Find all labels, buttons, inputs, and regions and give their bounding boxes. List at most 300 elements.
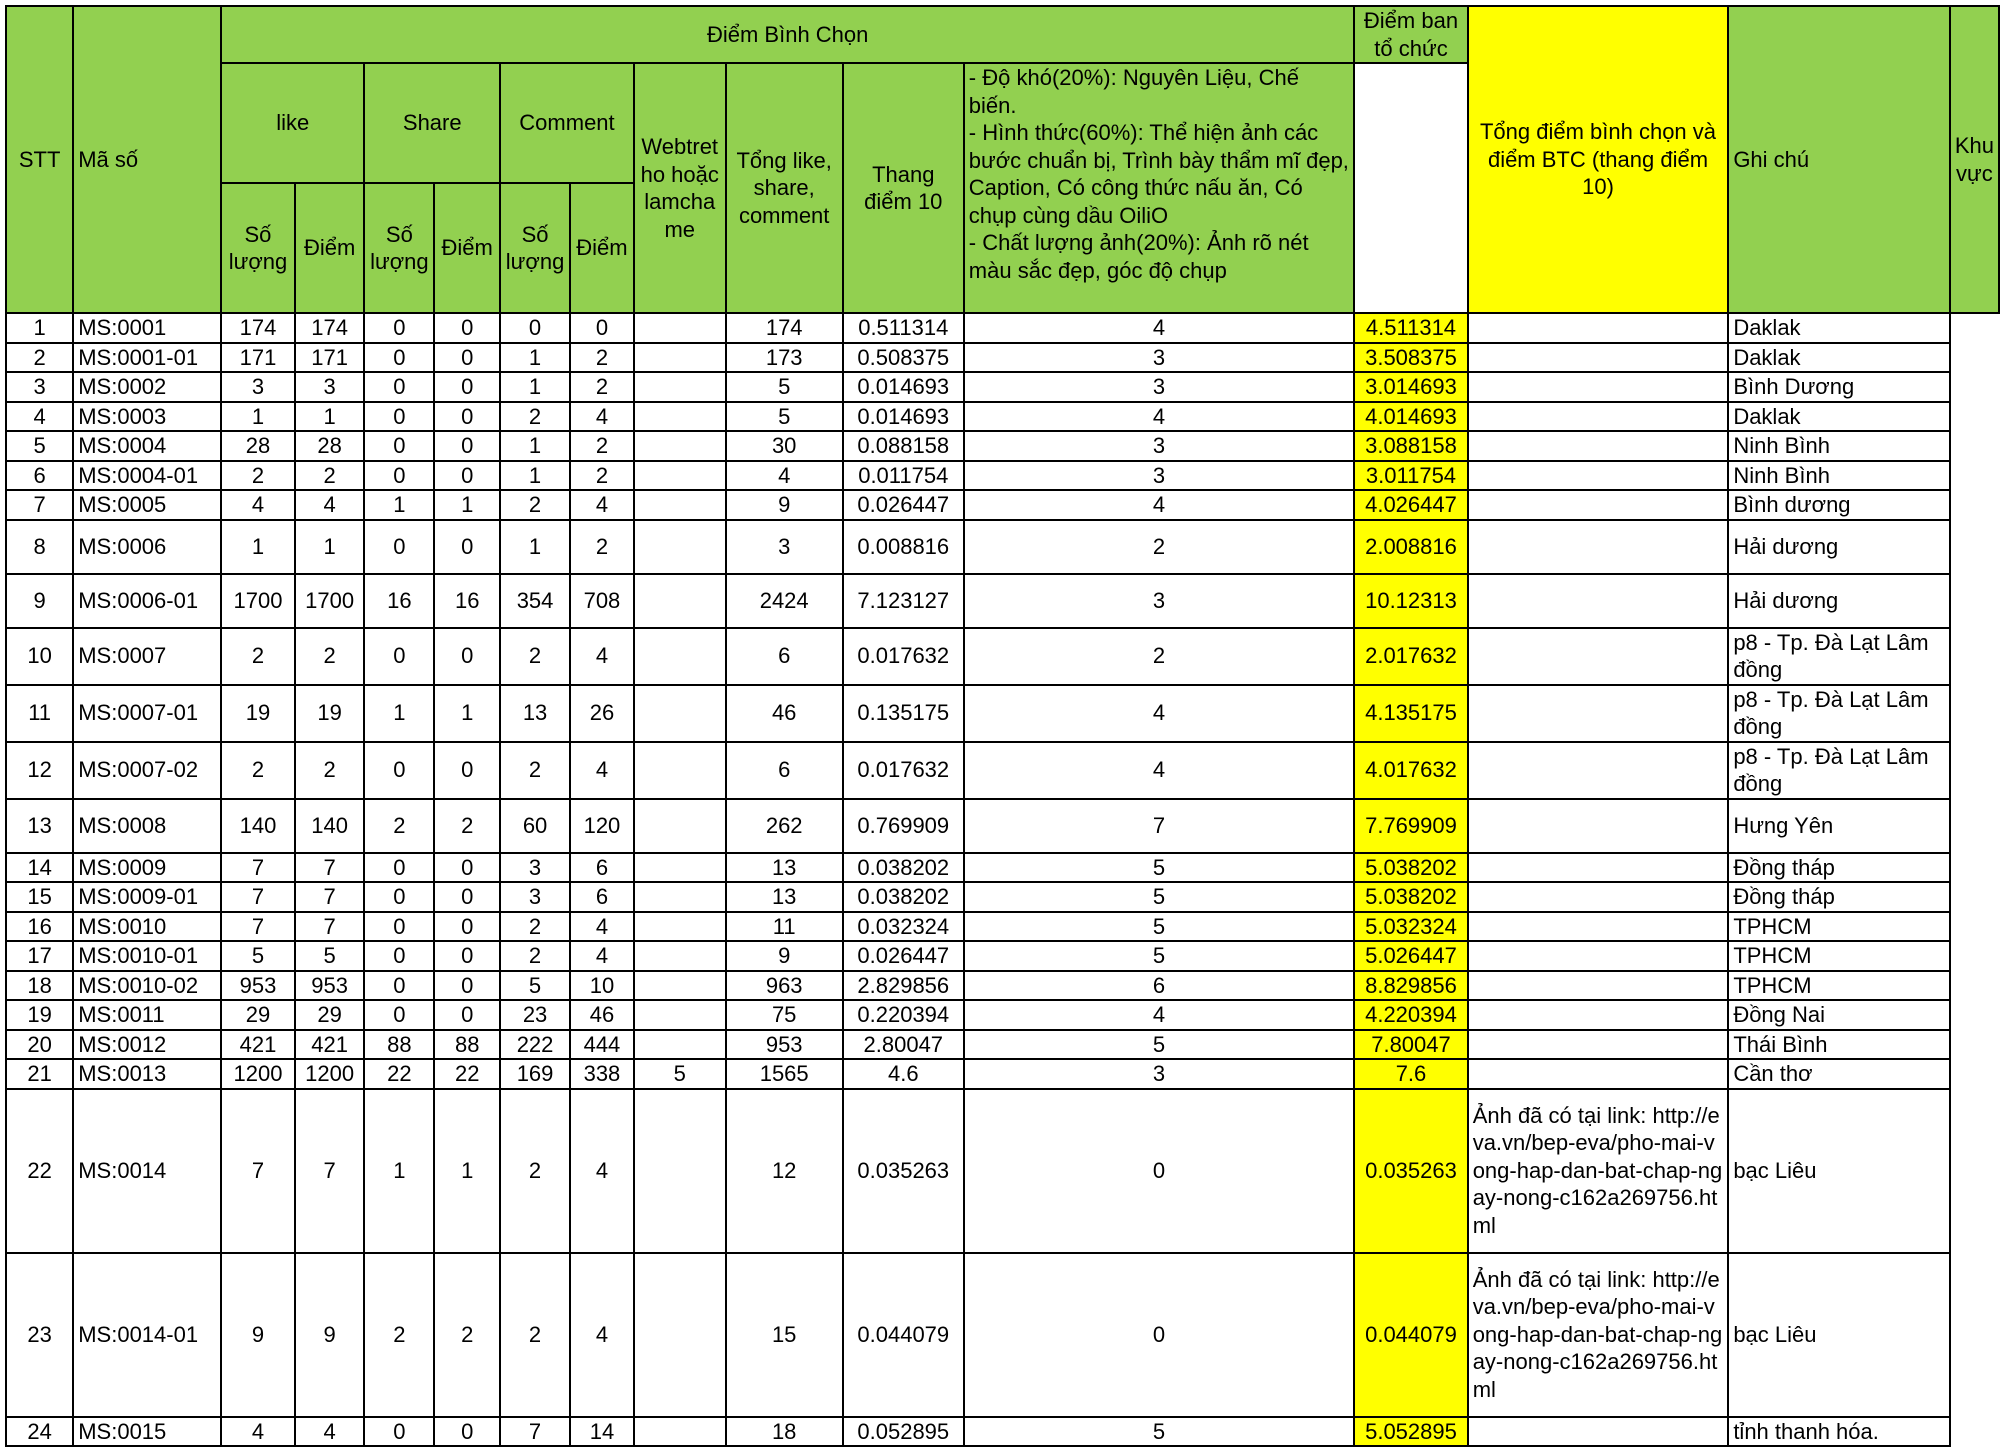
cell-khu-vuc: Đồng tháp <box>1728 882 1950 912</box>
header-diem-ban-to-chuc: Điểm ban tổ chức <box>1354 6 1467 63</box>
header-stt: STT <box>6 6 73 313</box>
cell-ma-so: MS:0013 <box>73 1059 221 1089</box>
cell-stt: 3 <box>6 372 73 402</box>
header-share-diem: Điểm <box>434 183 500 313</box>
cell-comment-so-luong: 2 <box>500 1253 570 1417</box>
cell-share-diem: 22 <box>434 1059 500 1089</box>
cell-like-diem: 171 <box>295 343 365 373</box>
cell-comment-so-luong: 3 <box>500 882 570 912</box>
cell-tong-diem: 5.032324 <box>1354 912 1467 942</box>
cell-like-diem: 9 <box>295 1253 365 1417</box>
table-row <box>6 685 1999 742</box>
cell-diem-btc: 7 <box>964 799 1354 853</box>
cell-comment-diem: 4 <box>570 1089 634 1253</box>
cell-diem-btc: 0 <box>964 1089 1354 1253</box>
cell-thang-diem: 0.014693 <box>843 372 964 402</box>
cell-share-so-luong: 0 <box>364 343 434 373</box>
cell-tong-diem: 5.052895 <box>1354 1417 1467 1447</box>
cell-share-so-luong: 0 <box>364 882 434 912</box>
cell-ghi-chu <box>1468 1059 1729 1089</box>
cell-thang-diem: 0.035263 <box>843 1089 964 1253</box>
cell-khu-vuc: p8 - Tp. Đà Lạt Lâm đồng <box>1728 628 1950 685</box>
cell-share-diem: 0 <box>434 431 500 461</box>
cell-diem-btc: 3 <box>964 431 1354 461</box>
cell-stt: 18 <box>6 971 73 1001</box>
cell-comment-so-luong: 2 <box>500 742 570 799</box>
cell-ma-so: MS:0001 <box>73 313 221 343</box>
cell-comment-so-luong: 1 <box>500 343 570 373</box>
cell-tong-like: 5 <box>726 372 843 402</box>
cell-khu-vuc: Thái Bình <box>1728 1030 1950 1060</box>
cell-share-diem: 0 <box>434 853 500 883</box>
cell-diem-btc: 5 <box>964 941 1354 971</box>
cell-tong-diem: 8.829856 <box>1354 971 1467 1001</box>
cell-ma-so: MS:0003 <box>73 402 221 432</box>
cell-share-diem: 1 <box>434 1089 500 1253</box>
cell-comment-so-luong: 0 <box>500 313 570 343</box>
cell-stt: 4 <box>6 402 73 432</box>
cell-share-so-luong: 16 <box>364 574 434 628</box>
cell-like-so-luong: 2 <box>221 461 295 491</box>
cell-like-diem: 7 <box>295 882 365 912</box>
cell-like-diem: 2 <box>295 628 365 685</box>
cell-share-so-luong: 0 <box>364 372 434 402</box>
cell-diem-btc: 5 <box>964 853 1354 883</box>
header-khu-vuc: Khu vực <box>1950 6 1999 313</box>
cell-stt: 1 <box>6 313 73 343</box>
cell-comment-diem: 444 <box>570 1030 634 1060</box>
cell-ma-so: MS:0007-01 <box>73 685 221 742</box>
cell-diem-btc: 4 <box>964 685 1354 742</box>
cell-ma-so: MS:0011 <box>73 1000 221 1030</box>
cell-webtretho <box>634 628 726 685</box>
cell-share-so-luong: 0 <box>364 1000 434 1030</box>
cell-tong-diem: 4.026447 <box>1354 490 1467 520</box>
cell-khu-vuc: Bình dương <box>1728 490 1950 520</box>
cell-ghi-chu <box>1468 372 1729 402</box>
cell-share-diem: 0 <box>434 882 500 912</box>
cell-khu-vuc: Daklak <box>1728 343 1950 373</box>
cell-webtretho <box>634 1030 726 1060</box>
cell-comment-diem: 4 <box>570 941 634 971</box>
cell-like-so-luong: 19 <box>221 685 295 742</box>
cell-share-diem: 1 <box>434 685 500 742</box>
cell-thang-diem: 0.044079 <box>843 1253 964 1417</box>
cell-ma-so: MS:0008 <box>73 799 221 853</box>
cell-tong-like: 4 <box>726 461 843 491</box>
cell-like-diem: 4 <box>295 490 365 520</box>
cell-tong-like: 9 <box>726 941 843 971</box>
cell-khu-vuc: TPHCM <box>1728 912 1950 942</box>
cell-comment-diem: 4 <box>570 490 634 520</box>
cell-tong-like: 9 <box>726 490 843 520</box>
cell-like-diem: 421 <box>295 1030 365 1060</box>
cell-stt: 14 <box>6 853 73 883</box>
cell-webtretho <box>634 431 726 461</box>
cell-tong-diem: 4.014693 <box>1354 402 1467 432</box>
cell-tong-like: 3 <box>726 520 843 574</box>
cell-khu-vuc: Daklak <box>1728 402 1950 432</box>
cell-webtretho <box>634 343 726 373</box>
cell-diem-btc: 5 <box>964 1030 1354 1060</box>
cell-like-diem: 2 <box>295 742 365 799</box>
cell-share-so-luong: 0 <box>364 461 434 491</box>
cell-tong-diem: 4.017632 <box>1354 742 1467 799</box>
cell-thang-diem: 0.511314 <box>843 313 964 343</box>
header-like: like <box>221 63 364 183</box>
cell-stt: 13 <box>6 799 73 853</box>
cell-comment-so-luong: 1 <box>500 372 570 402</box>
cell-webtretho <box>634 402 726 432</box>
cell-thang-diem: 0.026447 <box>843 490 964 520</box>
cell-like-so-luong: 7 <box>221 912 295 942</box>
cell-tong-like: 174 <box>726 313 843 343</box>
cell-stt: 7 <box>6 490 73 520</box>
table-row <box>6 431 1999 461</box>
cell-stt: 23 <box>6 1253 73 1417</box>
cell-thang-diem: 0.769909 <box>843 799 964 853</box>
table-row <box>6 853 1999 883</box>
cell-comment-diem: 4 <box>570 1253 634 1417</box>
cell-like-so-luong: 953 <box>221 971 295 1001</box>
cell-ghi-chu <box>1468 853 1729 883</box>
cell-share-so-luong: 1 <box>364 685 434 742</box>
cell-tong-diem: 5.026447 <box>1354 941 1467 971</box>
table-row <box>6 1000 1999 1030</box>
cell-like-so-luong: 1700 <box>221 574 295 628</box>
cell-tong-diem: 0.035263 <box>1354 1089 1467 1253</box>
cell-diem-btc: 4 <box>964 490 1354 520</box>
cell-comment-diem: 6 <box>570 882 634 912</box>
cell-khu-vuc: Ninh Bình <box>1728 461 1950 491</box>
cell-diem-btc: 3 <box>964 461 1354 491</box>
cell-share-diem: 0 <box>434 941 500 971</box>
cell-share-so-luong: 1 <box>364 490 434 520</box>
cell-like-so-luong: 7 <box>221 1089 295 1253</box>
table-row <box>6 882 1999 912</box>
cell-ma-so: MS:0007 <box>73 628 221 685</box>
cell-like-so-luong: 2 <box>221 628 295 685</box>
cell-thang-diem: 0.088158 <box>843 431 964 461</box>
cell-diem-btc: 3 <box>964 372 1354 402</box>
cell-ghi-chu <box>1468 799 1729 853</box>
cell-like-diem: 28 <box>295 431 365 461</box>
cell-ghi-chu <box>1468 490 1729 520</box>
cell-ghi-chu <box>1468 1000 1729 1030</box>
header-share-so-luong: Số lượng <box>364 183 434 313</box>
cell-webtretho <box>634 882 726 912</box>
cell-diem-btc: 4 <box>964 1000 1354 1030</box>
cell-comment-diem: 120 <box>570 799 634 853</box>
cell-thang-diem: 7.123127 <box>843 574 964 628</box>
cell-thang-diem: 0.038202 <box>843 853 964 883</box>
cell-khu-vuc: Đồng tháp <box>1728 853 1950 883</box>
cell-ma-so: MS:0010-01 <box>73 941 221 971</box>
cell-thang-diem: 0.135175 <box>843 685 964 742</box>
cell-comment-so-luong: 1 <box>500 520 570 574</box>
cell-tong-diem: 7.80047 <box>1354 1030 1467 1060</box>
cell-tong-like: 15 <box>726 1253 843 1417</box>
cell-diem-btc: 6 <box>964 971 1354 1001</box>
cell-tong-diem: 3.088158 <box>1354 431 1467 461</box>
cell-comment-diem: 2 <box>570 343 634 373</box>
cell-tong-like: 1565 <box>726 1059 843 1089</box>
cell-comment-diem: 708 <box>570 574 634 628</box>
cell-like-so-luong: 9 <box>221 1253 295 1417</box>
cell-like-so-luong: 4 <box>221 1417 295 1447</box>
cell-ghi-chu <box>1468 402 1729 432</box>
cell-ghi-chu <box>1468 574 1729 628</box>
cell-tong-like: 6 <box>726 628 843 685</box>
cell-like-diem: 19 <box>295 685 365 742</box>
cell-diem-btc: 2 <box>964 520 1354 574</box>
cell-share-diem: 2 <box>434 1253 500 1417</box>
cell-ma-so: MS:0015 <box>73 1417 221 1447</box>
cell-ghi-chu <box>1468 520 1729 574</box>
cell-share-diem: 0 <box>434 971 500 1001</box>
cell-stt: 9 <box>6 574 73 628</box>
cell-comment-so-luong: 1 <box>500 461 570 491</box>
scoring-table <box>5 5 2000 1447</box>
cell-ma-so: MS:0009 <box>73 853 221 883</box>
cell-ghi-chu <box>1468 1417 1729 1447</box>
cell-share-diem: 0 <box>434 1417 500 1447</box>
cell-ma-so: MS:0006-01 <box>73 574 221 628</box>
cell-khu-vuc: bạc Liêu <box>1728 1089 1950 1253</box>
cell-share-diem: 2 <box>434 799 500 853</box>
cell-tong-diem: 7.769909 <box>1354 799 1467 853</box>
cell-comment-so-luong: 23 <box>500 1000 570 1030</box>
cell-comment-so-luong: 5 <box>500 971 570 1001</box>
cell-khu-vuc: Hưng Yên <box>1728 799 1950 853</box>
header-thang-diem: Thang điểm 10 <box>843 63 964 313</box>
cell-comment-diem: 10 <box>570 971 634 1001</box>
cell-tong-like: 46 <box>726 685 843 742</box>
table-row <box>6 1059 1999 1089</box>
cell-like-so-luong: 7 <box>221 882 295 912</box>
cell-share-diem: 0 <box>434 742 500 799</box>
cell-comment-diem: 4 <box>570 402 634 432</box>
cell-like-so-luong: 140 <box>221 799 295 853</box>
cell-webtretho <box>634 461 726 491</box>
cell-tong-diem: 10.12313 <box>1354 574 1467 628</box>
cell-webtretho <box>634 941 726 971</box>
cell-ma-so: MS:0010-02 <box>73 971 221 1001</box>
cell-ghi-chu: Ảnh đã có tại link: http://eva.vn/bep-eva/pho-mai-vong-hap-dan-bat-chap-ngay-nong-c162a269756.html <box>1468 1089 1729 1253</box>
cell-ma-so: MS:0001-01 <box>73 343 221 373</box>
header-tong-like: Tổng like, share, comment <box>726 63 843 313</box>
cell-like-so-luong: 1 <box>221 520 295 574</box>
cell-webtretho <box>634 490 726 520</box>
cell-tong-like: 18 <box>726 1417 843 1447</box>
cell-like-diem: 1 <box>295 520 365 574</box>
cell-comment-so-luong: 169 <box>500 1059 570 1089</box>
cell-khu-vuc: Bình Dương <box>1728 372 1950 402</box>
cell-share-so-luong: 88 <box>364 1030 434 1060</box>
cell-khu-vuc: p8 - Tp. Đà Lạt Lâm đồng <box>1728 685 1950 742</box>
table-row <box>6 742 1999 799</box>
cell-comment-so-luong: 7 <box>500 1417 570 1447</box>
cell-stt: 16 <box>6 912 73 942</box>
table-row <box>6 1253 1999 1417</box>
cell-thang-diem: 0.008816 <box>843 520 964 574</box>
table-row <box>6 372 1999 402</box>
table-row <box>6 574 1999 628</box>
cell-comment-diem: 2 <box>570 461 634 491</box>
cell-ghi-chu <box>1468 742 1729 799</box>
cell-webtretho <box>634 971 726 1001</box>
cell-like-so-luong: 5 <box>221 941 295 971</box>
header-tong-diem: Tổng điểm bình chọn và điểm BTC (thang điểm 10) <box>1468 6 1729 313</box>
cell-like-diem: 953 <box>295 971 365 1001</box>
cell-stt: 8 <box>6 520 73 574</box>
table-row <box>6 912 1999 942</box>
cell-comment-diem: 14 <box>570 1417 634 1447</box>
cell-khu-vuc: TPHCM <box>1728 971 1950 1001</box>
cell-comment-diem: 2 <box>570 520 634 574</box>
cell-thang-diem: 0.508375 <box>843 343 964 373</box>
cell-like-diem: 3 <box>295 372 365 402</box>
criteria-difficulty: - Độ khó(20%): Nguyên Liệu, Chế biến. <box>968 65 1299 118</box>
cell-comment-diem: 4 <box>570 628 634 685</box>
cell-stt: 15 <box>6 882 73 912</box>
header-like-diem: Điểm <box>295 183 365 313</box>
cell-ma-so: MS:0009-01 <box>73 882 221 912</box>
cell-share-so-luong: 0 <box>364 520 434 574</box>
cell-thang-diem: 0.017632 <box>843 742 964 799</box>
cell-stt: 11 <box>6 685 73 742</box>
cell-share-so-luong: 0 <box>364 941 434 971</box>
cell-tong-diem: 2.008816 <box>1354 520 1467 574</box>
cell-ma-so: MS:0004-01 <box>73 461 221 491</box>
header-diem-binh-chon: Điểm Bình Chọn <box>221 6 1354 63</box>
cell-diem-btc: 3 <box>964 1059 1354 1089</box>
cell-comment-diem: 4 <box>570 742 634 799</box>
cell-thang-diem: 4.6 <box>843 1059 964 1089</box>
cell-tong-diem: 4.135175 <box>1354 685 1467 742</box>
cell-tong-like: 5 <box>726 402 843 432</box>
cell-diem-btc: 2 <box>964 628 1354 685</box>
cell-webtretho <box>634 685 726 742</box>
cell-ma-so: MS:0002 <box>73 372 221 402</box>
cell-stt: 17 <box>6 941 73 971</box>
cell-comment-diem: 0 <box>570 313 634 343</box>
cell-like-so-luong: 1200 <box>221 1059 295 1089</box>
cell-ghi-chu <box>1468 628 1729 685</box>
cell-diem-btc: 5 <box>964 882 1354 912</box>
header-webtretho: Webtret ho hoặc lamcha me <box>634 63 726 313</box>
header-comment: Comment <box>500 63 634 183</box>
header-ma-so: Mã số <box>73 6 221 313</box>
cell-like-so-luong: 2 <box>221 742 295 799</box>
cell-like-diem: 7 <box>295 853 365 883</box>
cell-comment-so-luong: 2 <box>500 1089 570 1253</box>
cell-tong-like: 30 <box>726 431 843 461</box>
cell-share-so-luong: 1 <box>364 1089 434 1253</box>
cell-comment-so-luong: 1 <box>500 431 570 461</box>
cell-stt: 6 <box>6 461 73 491</box>
cell-like-diem: 1200 <box>295 1059 365 1089</box>
header-btc-criteria <box>964 63 1354 313</box>
cell-tong-like: 6 <box>726 742 843 799</box>
cell-like-so-luong: 1 <box>221 402 295 432</box>
cell-ghi-chu <box>1468 461 1729 491</box>
cell-share-diem: 0 <box>434 313 500 343</box>
table-row <box>6 313 1999 343</box>
cell-like-diem: 140 <box>295 799 365 853</box>
cell-thang-diem: 0.011754 <box>843 461 964 491</box>
table-row <box>6 461 1999 491</box>
cell-diem-btc: 4 <box>964 402 1354 432</box>
cell-thang-diem: 0.026447 <box>843 941 964 971</box>
cell-thang-diem: 0.017632 <box>843 628 964 685</box>
cell-khu-vuc: tỉnh thanh hóa. <box>1728 1417 1950 1447</box>
criteria-photo-quality: - Chất lượng ảnh(20%): Ảnh rõ nét màu sắc đẹp, góc độ chụp <box>968 230 1309 283</box>
header-comment-diem: Điểm <box>570 183 634 313</box>
cell-thang-diem: 0.220394 <box>843 1000 964 1030</box>
cell-ghi-chu <box>1468 971 1729 1001</box>
cell-thang-diem: 0.038202 <box>843 882 964 912</box>
cell-like-so-luong: 3 <box>221 372 295 402</box>
cell-ghi-chu <box>1468 912 1729 942</box>
table-row <box>6 1417 1999 1447</box>
table-row <box>6 402 1999 432</box>
cell-ma-so: MS:0007-02 <box>73 742 221 799</box>
cell-tong-like: 2424 <box>726 574 843 628</box>
cell-stt: 19 <box>6 1000 73 1030</box>
cell-ma-so: MS:0014 <box>73 1089 221 1253</box>
header-share: Share <box>364 63 500 183</box>
cell-comment-so-luong: 2 <box>500 628 570 685</box>
cell-webtretho <box>634 1000 726 1030</box>
criteria-presentation: - Hình thức(60%): Thể hiện ảnh các bước chuẩn bị, Trình bày thẩm mĩ đẹp, Caption, Có công thức nấu ăn, Có chụp cùng dầu OiliO <box>968 120 1349 228</box>
cell-khu-vuc: Đồng Nai <box>1728 1000 1950 1030</box>
cell-stt: 24 <box>6 1417 73 1447</box>
table-row <box>6 799 1999 853</box>
cell-ghi-chu <box>1468 313 1729 343</box>
cell-webtretho <box>634 799 726 853</box>
cell-like-diem: 1700 <box>295 574 365 628</box>
cell-ghi-chu <box>1468 685 1729 742</box>
table-row <box>6 520 1999 574</box>
cell-comment-so-luong: 222 <box>500 1030 570 1060</box>
cell-ma-so: MS:0006 <box>73 520 221 574</box>
cell-tong-diem: 3.508375 <box>1354 343 1467 373</box>
cell-tong-like: 12 <box>726 1089 843 1253</box>
cell-diem-btc: 0 <box>964 1253 1354 1417</box>
cell-diem-btc: 5 <box>964 912 1354 942</box>
cell-comment-so-luong: 13 <box>500 685 570 742</box>
cell-like-so-luong: 28 <box>221 431 295 461</box>
cell-diem-btc: 4 <box>964 742 1354 799</box>
cell-tong-diem: 7.6 <box>1354 1059 1467 1089</box>
cell-tong-diem: 0.044079 <box>1354 1253 1467 1417</box>
cell-tong-diem: 3.014693 <box>1354 372 1467 402</box>
cell-like-diem: 4 <box>295 1417 365 1447</box>
cell-webtretho <box>634 742 726 799</box>
cell-diem-btc: 3 <box>964 574 1354 628</box>
cell-tong-diem: 5.038202 <box>1354 882 1467 912</box>
table-row <box>6 490 1999 520</box>
cell-comment-diem: 4 <box>570 912 634 942</box>
cell-khu-vuc: TPHCM <box>1728 941 1950 971</box>
cell-webtretho <box>634 1417 726 1447</box>
cell-khu-vuc: p8 - Tp. Đà Lạt Lâm đồng <box>1728 742 1950 799</box>
table-row <box>6 343 1999 373</box>
cell-like-so-luong: 171 <box>221 343 295 373</box>
cell-like-diem: 2 <box>295 461 365 491</box>
cell-comment-so-luong: 354 <box>500 574 570 628</box>
